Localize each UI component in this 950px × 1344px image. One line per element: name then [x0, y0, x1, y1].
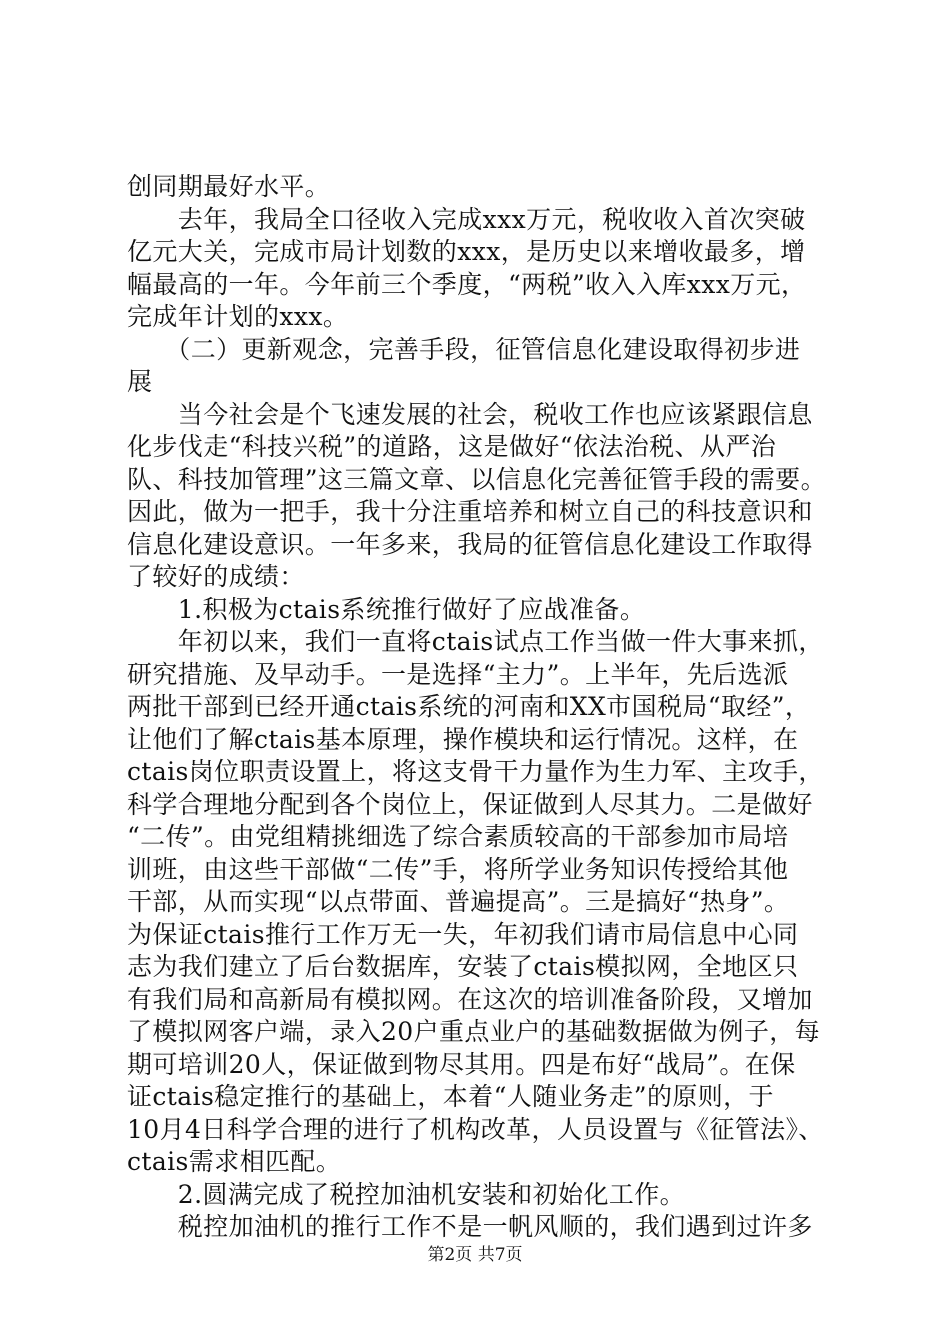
text-line: 队、科技加管理”这三篇文章、以信息化完善征管手段的需要。 [127, 464, 826, 494]
text-line: 了较好的成绩： [127, 562, 305, 591]
document-body [127, 171, 833, 1244]
text-line: 科学合理地分配到各个岗位上，保证做到人尽其力。二是做好 [127, 789, 813, 819]
text-line: 去年，我局全口径收入完成xxx万元，税收收入首次突破 [127, 204, 806, 234]
text-line: 年初以来，我们一直将ctais试点工作当做一件大事来抓， [127, 627, 824, 656]
text-line: 有我们局和高新局有模拟网。在这次的培训准备阶段，又增加 [127, 984, 813, 1014]
text-line: 幅最高的一年。今年前三个季度，“两税”收入入库xxx万元， [127, 269, 807, 299]
text-line: 化步伐走“科技兴税”的道路，这是做好“依法治税、从严治 [127, 432, 777, 461]
text-line: 因此，做为一把手，我十分注重培养和树立自己的科技意识和 [127, 497, 813, 526]
text-line: ctais需求相匹配。 [127, 1147, 342, 1176]
text-line: 训班，由这些干部做“二传”手，将所学业务知识传授给其他 [127, 854, 789, 884]
text-line: 研究措施、及早动手。一是选择“主力”。上半年，先后选派 [127, 659, 789, 689]
numbered-item-line: 2.圆满完成了税控加油机安装和初始化工作。 [127, 1179, 686, 1209]
text-line: 当今社会是个飞速发展的社会，税收工作也应该紧跟信息 [127, 399, 813, 429]
text-line: 了模拟网客户端，录入20户重点业户的基础数据做为例子，每 [127, 1017, 821, 1046]
page-number-footer: 第2页 共7页 [427, 1245, 523, 1265]
text-line: 信息化建设意识。一年多来，我局的征管信息化建设工作取得 [127, 529, 813, 559]
text-line: 为保证ctais推行工作万无一失，年初我们请市局信息中心同 [127, 919, 799, 949]
text-line: 税控加油机的推行工作不是一帆风顺的，我们遇到过许多 [127, 1212, 813, 1241]
section-heading-line: （二）更新观念，完善手段，征管信息化建设取得初步进 [127, 334, 801, 364]
text-line: 让他们了解ctais基本原理，操作模块和运行情况。这样，在 [127, 724, 799, 754]
text-line: ctais岗位职责设置上，将这支骨干力量作为生力军、主攻手， [127, 757, 824, 786]
text-line: 志为我们建立了后台数据库，安装了ctais模拟网，全地区只 [127, 952, 799, 981]
section-heading-line: 展 [127, 367, 153, 396]
numbered-item-line: 1.积极为ctais系统推行做好了应战准备。 [127, 594, 646, 624]
text-line: 期可培训20人，保证做到物尽其用。四是布好“战局”。在保 [127, 1049, 796, 1079]
text-line: 亿元大关，完成市局计划数的xxx，是历史以来增收最多，增 [127, 237, 806, 266]
text-line: 完成年计划的xxx。 [127, 302, 349, 331]
text-line: 干部，从而实现“以点带面、普遍提高”。三是搞好“热身”。 [127, 887, 790, 916]
text-line: 证ctais稳定推行的基础上，本着“人随业务走”的原则，于 [127, 1082, 774, 1111]
text-line: 创同期最好水平。 [127, 172, 331, 201]
text-line: “二传”。由党组精挑细选了综合素质较高的干部参加市局培 [127, 822, 789, 851]
text-line: 10月4日科学合理的进行了机构改革，人员设置与《征管法》、 [127, 1114, 824, 1144]
text-line: 两批干部到已经开通ctais系统的河南和XX市国税局“取经”， [127, 692, 811, 721]
